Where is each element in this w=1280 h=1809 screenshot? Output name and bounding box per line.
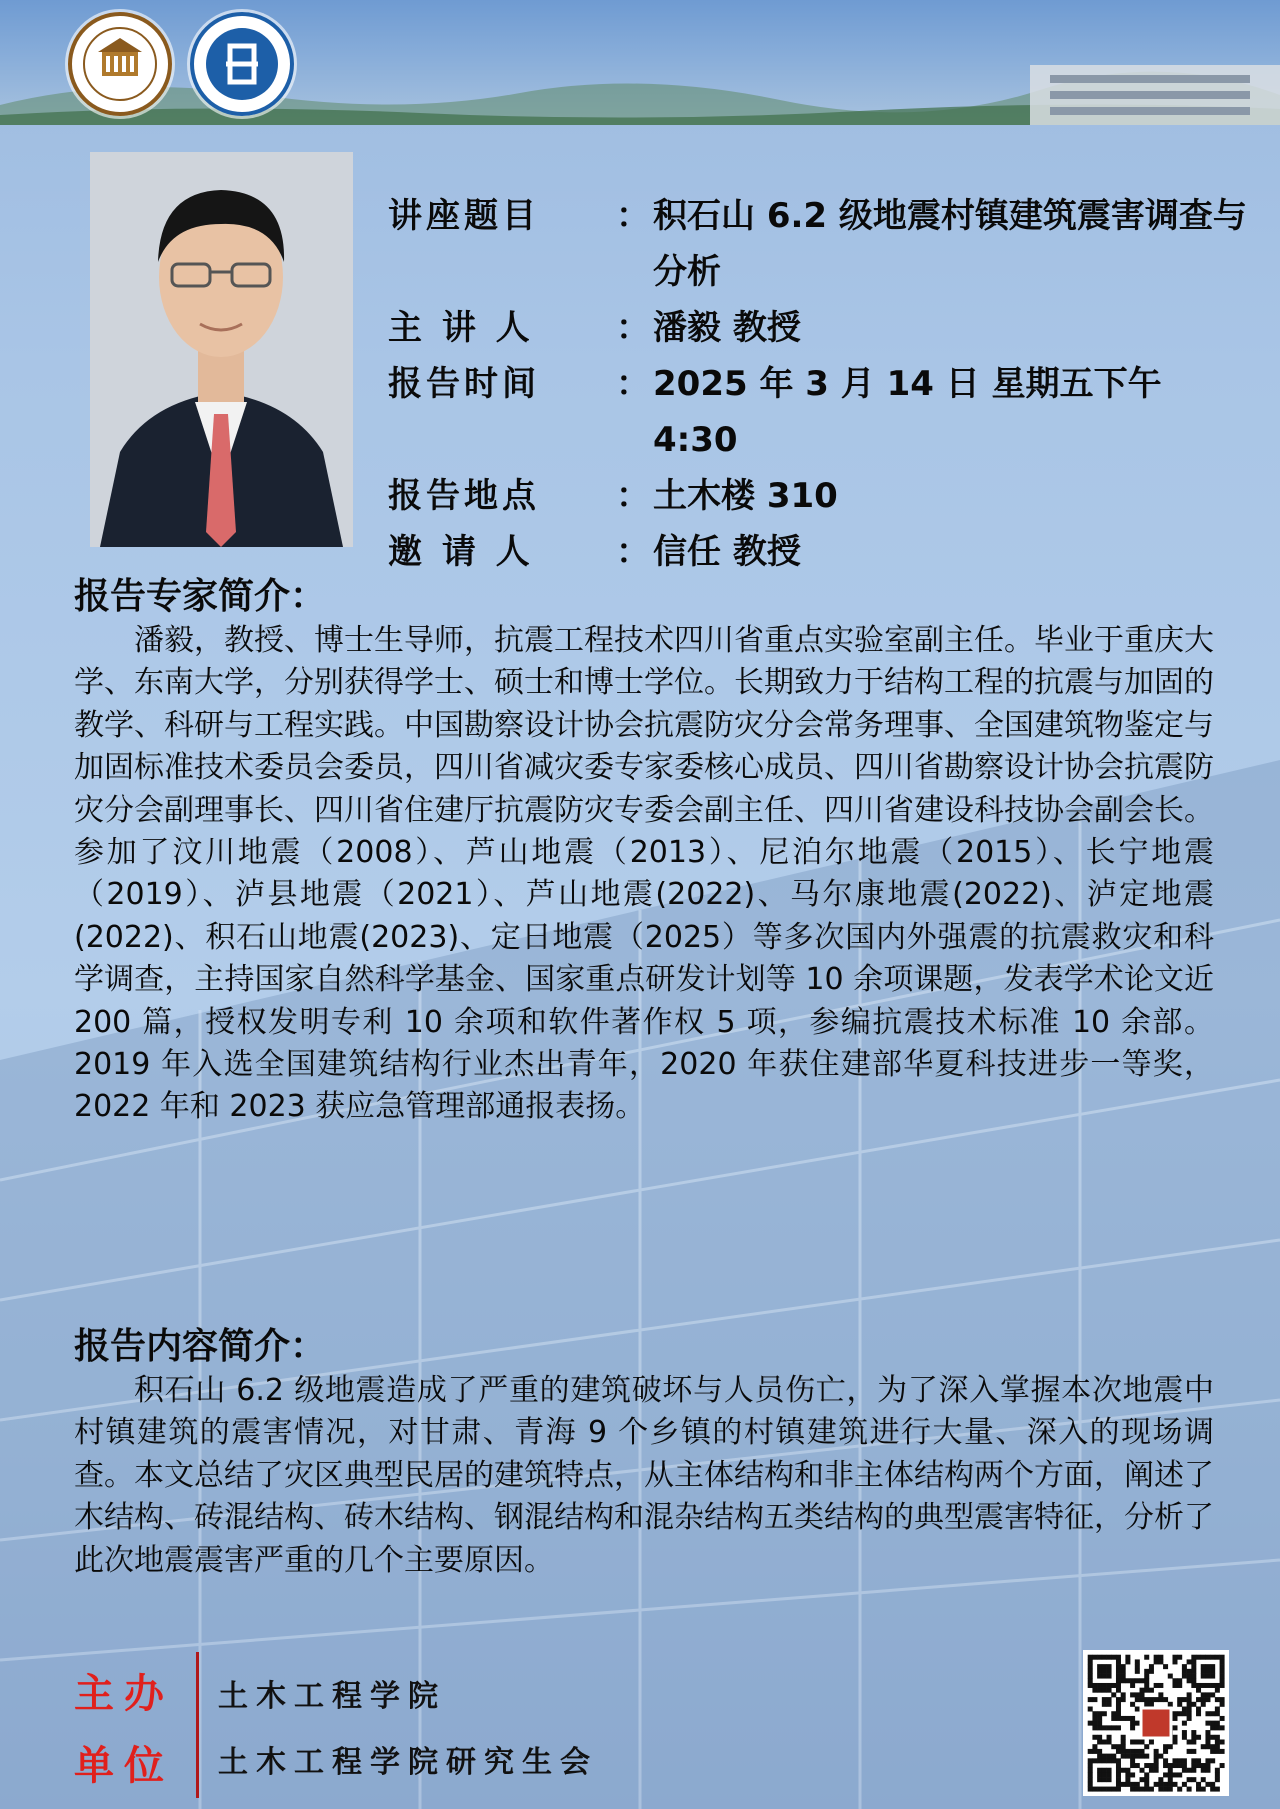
organizer-list xyxy=(218,1664,598,1796)
lecture-info xyxy=(388,188,1248,580)
organizer-1: 土木工程学院 xyxy=(218,1679,446,1714)
info-label: 讲座题目 xyxy=(388,196,540,236)
header-banner xyxy=(0,0,1280,125)
info-separator: ： xyxy=(616,196,650,236)
speaker-name: 潘毅 教授 xyxy=(653,308,801,348)
info-label: 报告地点 xyxy=(388,476,540,516)
info-row-time xyxy=(388,356,1248,468)
organizer-divider xyxy=(196,1652,199,1798)
info-separator: ： xyxy=(616,364,650,404)
lecture-time: 2025 年 3 月 14 日 星期五下午 4:30 xyxy=(653,364,1162,460)
expert-intro-body: 潘毅，教授、博士生导师，抗震工程技术四川省重点实验室副主任。毕业于重庆大学、东南大学，分别获得学士、硕士和博士学位。长期致力于结构工程的抗震与加固的教学、科研与工程实践。中国勘察设计协会抗震防灾分会常务理事、全国建筑物鉴定与加固标准技术委员会委员，四川省减灾委专家委核心成员、四川省勘察设计协会抗震防灾分会副理事长、四川省住建厅抗震防灾专委会副主任、四川省建设科技协会副会长。参加了汶川地震（2008）、芦山地震（2013）、尼泊尔地震（2015）、长宁地震（2019）、泸县地震（2021）、芦山地震(2022)、马尔康地震(2022)、泸定地震(2022)、积石山地震(2023)、定日地震（2025）等多次国内外强震的抗震救灾和科学调查，主持国家自然科学基金、国家重点研发计划等 10 余项课题，发表学术论文近 200 篇，授权发明专利 10 余项和软件著作权 5 项，参编抗震技术标准 10 余部。2019 年入选全国建筑结构行业杰出青年，2020 年获住建部华夏科技进步一等奖，2022 年和 2023 获应急管理部通报表扬。 xyxy=(74,623,1214,1125)
info-label: 主 讲 人 xyxy=(388,308,534,348)
info-row-title xyxy=(388,188,1248,300)
info-row-inviter xyxy=(388,524,1248,580)
lecture-location: 土木楼 310 xyxy=(653,476,838,516)
info-label: 邀 请 人 xyxy=(388,532,534,572)
university-logo xyxy=(68,12,172,116)
info-separator: ： xyxy=(616,532,650,572)
organizer-label-line1: 主办 xyxy=(74,1670,174,1717)
info-label: 报告时间 xyxy=(388,364,540,404)
info-row-location xyxy=(388,468,1248,524)
qr-code[interactable] xyxy=(1083,1650,1229,1796)
lecture-title: 积石山 6.2 级地震村镇建筑震害调查与分析 xyxy=(653,196,1247,292)
info-separator: ： xyxy=(616,476,650,516)
organizer-label-line2: 单位 xyxy=(74,1742,174,1789)
info-row-speaker xyxy=(388,300,1248,356)
speaker-photo xyxy=(90,152,353,547)
expert-intro-title: 报告专家简介： xyxy=(74,576,327,617)
college-logo xyxy=(190,12,294,116)
content-intro-title: 报告内容简介： xyxy=(74,1326,327,1367)
organizer-label xyxy=(74,1658,194,1802)
info-separator: ： xyxy=(616,308,650,348)
organizer-2: 土木工程学院研究生会 xyxy=(218,1745,598,1780)
content-intro-body: 积石山 6.2 级地震造成了严重的建筑破坏与人员伤亡，为了深入掌握本次地震中村镇建筑的震害情况，对甘肃、青海 9 个乡镇的村镇建筑进行大量、深入的现场调查。本文总结了灾区典型民居的建筑特点，从主体结构和非主体结构两个方面，阐述了木结构、砖混结构、砖木结构、钢混结构和混杂结构五类结构的典型震害特征，分析了此次地震震害严重的几个主要原因。 xyxy=(74,1373,1214,1578)
inviter-name: 信任 教授 xyxy=(653,532,801,572)
qr-code-image xyxy=(1083,1650,1229,1796)
